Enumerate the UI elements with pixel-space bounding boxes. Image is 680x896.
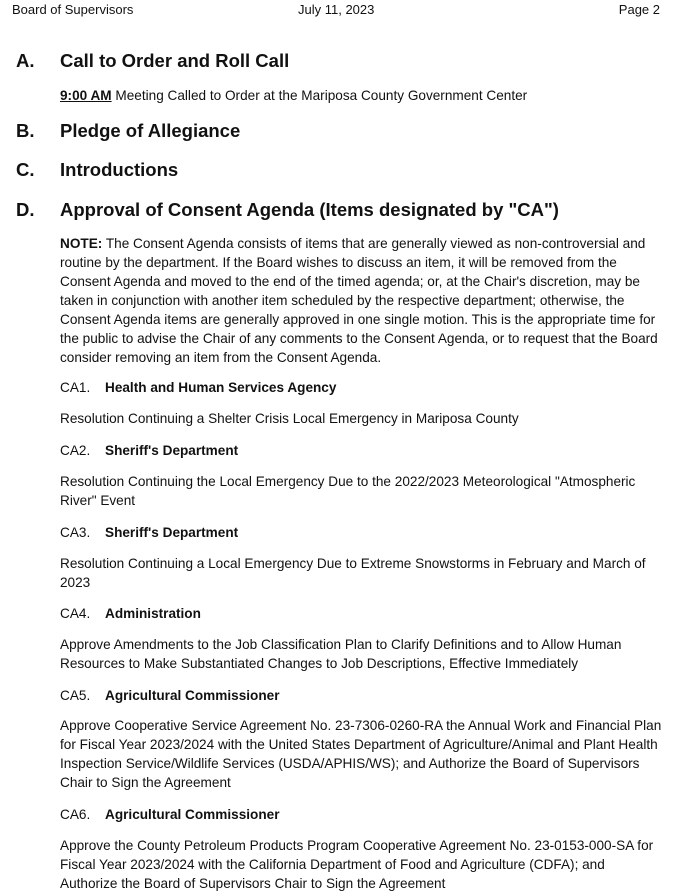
item-department: Agricultural Commissioner (105, 688, 280, 703)
consent-item-ca3 (60, 525, 238, 540)
section-title: Introductions (60, 159, 179, 180)
consent-item-ca2 (60, 443, 238, 458)
note-label: NOTE: (60, 236, 103, 251)
item-number: CA3. (60, 525, 91, 540)
call-to-order-line (60, 86, 664, 105)
section-a-heading (16, 50, 289, 72)
header-board-name: Board of Supervisors (12, 2, 134, 17)
item-department: Health and Human Services Agency (105, 380, 337, 395)
item-department: Sheriff's Department (105, 443, 239, 458)
consent-item-ca4 (60, 606, 201, 621)
header-page-number: Page 2 (618, 2, 660, 17)
item-description: Approve Cooperative Service Agreement No. 23-7306-0260-RA the Annual Work and Financial Plan for Fiscal Year 2023/2024 with the United States Department of Agriculture/Animal and Plant Health Inspection Service/Wildlife Services (USDA/APHIS/WS); and Authorize the Board of Supervisors Chair to Sign the Agreement (60, 718, 662, 790)
item-department: Administration (105, 606, 201, 621)
section-letter: C. (16, 159, 35, 180)
item-description: Approve Amendments to the Job Classification Plan to Clarify Definitions and to Allow Human Resources to Make Substantiated Changes to Job Descriptions, Effective Immediately (60, 637, 622, 671)
item-description: Resolution Continuing a Shelter Crisis Local Emergency in Mariposa County (60, 411, 519, 426)
section-title: Pledge of Allegiance (60, 120, 241, 141)
consent-item-ca6 (60, 807, 280, 822)
item-description: Resolution Continuing the Local Emergency Due to the 2022/2023 Meteorological "Atmospheric River" Event (60, 474, 636, 508)
section-letter: B. (16, 120, 35, 141)
call-to-order-text: Meeting Called to Order at the Mariposa County Government Center (111, 88, 528, 103)
section-c-heading (16, 159, 178, 181)
item-department: Agricultural Commissioner (105, 807, 280, 822)
meeting-time: 9:00 AM (60, 88, 112, 103)
consent-item-ca5 (60, 688, 280, 703)
item-number: CA6. (60, 807, 91, 822)
section-title: Call to Order and Roll Call (60, 50, 290, 71)
consent-item-ca1 (60, 380, 336, 395)
section-letter: A. (16, 50, 35, 71)
section-letter: D. (16, 199, 35, 220)
item-description: Approve the County Petroleum Products Program Cooperative Agreement No. 23-0153-000-SA for Fiscal Year 2023/2024 with the California Department of Food and Agriculture (CDFA); and Authorize the Board of Supervisors Chair to Sign the Agreement (60, 838, 654, 891)
section-title: Approval of Consent Agenda (Items designated by "CA") (60, 199, 559, 220)
section-d-heading (16, 199, 559, 221)
page-header (12, 2, 660, 20)
item-number: CA2. (60, 443, 91, 458)
section-b-heading (16, 120, 240, 142)
header-date: July 11, 2023 (298, 2, 375, 17)
item-description: Resolution Continuing a Local Emergency Due to Extreme Snowstorms in February and March of 2023 (60, 556, 646, 590)
item-number: CA1. (60, 380, 91, 395)
item-number: CA5. (60, 688, 91, 703)
item-department: Sheriff's Department (105, 525, 239, 540)
item-number: CA4. (60, 606, 91, 621)
consent-agenda-note (60, 234, 664, 367)
note-text: The Consent Agenda consists of items that are generally viewed as non-controversial and routine by the department. If the Board wishes to discuss an item, it will be removed from the Consent Agenda and moved to the end of the timed agenda; or, at the Chair's discretion, may be taken in conjunction with another item scheduled by the respective department; otherwise, the Consent Agenda items are generally approved in one single motion. This is the appropriate time for the public to advise the Chair of any comments to the Consent Agenda, or to request that the Board consider removing an item from the Consent Agenda. (60, 236, 658, 365)
